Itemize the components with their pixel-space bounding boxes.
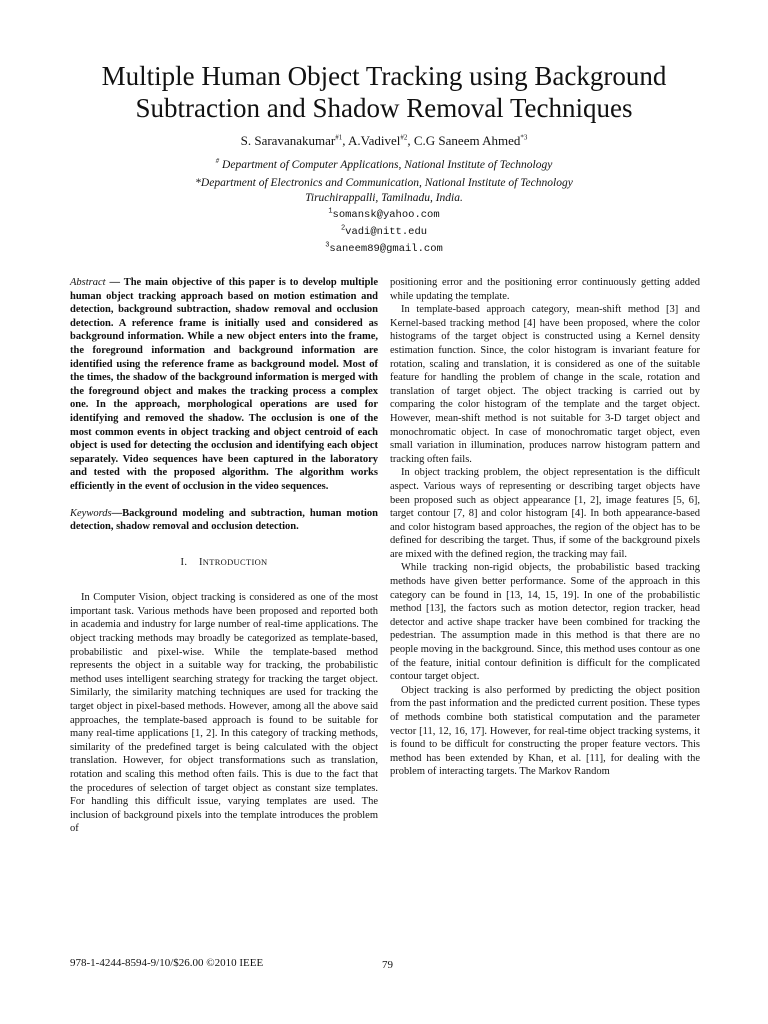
section-heading-introduction bbox=[70, 556, 378, 570]
author-1-name: S. Saravanakumar bbox=[240, 133, 336, 148]
email-1-address: somansk@yahoo.com bbox=[332, 209, 440, 221]
abstract-label: Abstract bbox=[70, 277, 106, 288]
title-line-2: Subtraction and Shadow Removal Techniques bbox=[135, 93, 633, 123]
email-2-address: vadi@nitt.edu bbox=[345, 226, 428, 238]
intro-paragraph-1: In Computer Vision, object tracking is considered as one of the most important task. Various methods have been proposed and reported both in academia and industry for large number of real-time applications. The object tracking methods may broadly be categorized as template-based, probabilistic and pixel-wise. While the template-based method represents the object in a suitable way for tracking, the probabilistic method uses intelligent searching strategy for tracking the target object. Similarly, the similarity matching techniques are used for tracking the target object in pixel-based methods. However, among all the above said approaches, the template-based approach is found to be suitable for many real-time applications [1, 2]. In this category of tracking methods, similarity of the predefined target is being calculated with the object translation. However, for object transformations such as translation, rotation and scaling this method often fails. This is due to the fact that the procedures of selection of target object as constant size templates. For handling this difficult issue, varying templates are used. The inclusion of background pixels into the template introduces the problem of bbox=[70, 592, 378, 835]
author-2-name: A.Vadivel bbox=[348, 133, 401, 148]
section-title-initial: I bbox=[198, 556, 203, 568]
right-column bbox=[390, 276, 700, 779]
right-paragraph-2: In object tracking problem, the object representation is the difficult aspect. Various ways of representing or describing target objects have been proposed such as object appearance [1, 2], image features [5, 6], target contour [7, 8] and color histogram [4]. In both appearance-based and color histogram based approaches, the region of the object has to be defined for describing the target. Thus, if some of the background pixels are mixed with the defined region, the tracking may fail. bbox=[390, 467, 700, 560]
email-3-address: saneem89@gmail.com bbox=[329, 243, 443, 255]
email-1 bbox=[30, 208, 738, 223]
abstract-paragraph bbox=[70, 276, 378, 494]
affiliation-1-text: Department of Computer Applications, National Institute of Technology bbox=[222, 159, 553, 171]
keywords-text: —Background modeling and subtraction, human motion detection, shadow removal and occlusion detection. bbox=[70, 507, 378, 533]
author-1-sup: #1 bbox=[335, 133, 343, 142]
email-3-sup: 3 bbox=[325, 241, 330, 250]
right-paragraph-1: In template-based approach category, mean-shift method [3] and Kernel-based tracking method [4] have been proposed, where the color histograms of the target object is constructed using a Kernel density estimation function. Since, the color histogram is invariant feature for rotation, scaling and translation, it is considered as one of the suitable feature for handling the problem of change in the scale, rotation and translation of target object. The object tracking is carried out by comparing the color histogram of the template and the target object. However, mean-shift method is not suitable for 3-D target object and monochromatic object. In case of monochromatic target object, even small variation in illumination, produces narrow histogram pattern and tracking often fails. bbox=[390, 304, 700, 465]
affiliation-1-sup: # bbox=[215, 157, 220, 166]
author-list bbox=[30, 132, 738, 149]
author-3-name: C.G Saneem Ahmed bbox=[413, 133, 521, 148]
keywords-label: Keywords bbox=[70, 507, 112, 519]
section-title-rest: NTRODUCTION bbox=[202, 556, 268, 567]
section-number: I. bbox=[180, 556, 188, 568]
page-number: 79 bbox=[382, 959, 393, 971]
left-column bbox=[70, 276, 378, 836]
email-2-sup: 2 bbox=[340, 224, 346, 233]
author-3-sup: *3 bbox=[520, 133, 528, 142]
affiliation-2: *Department of Electronics and Communication, National Institute of Technology bbox=[195, 177, 573, 189]
author-2-sup: #2 bbox=[400, 133, 408, 142]
email-1-sup: 1 bbox=[328, 207, 333, 216]
keywords-paragraph bbox=[70, 507, 378, 534]
right-paragraph-3: While tracking non-rigid objects, the probabilistic based tracking methods have given better performance. Some of the approach in this category can be found in [13, 14, 15, 19]. In one of the probabilistic method [13], the factors such as motion detector, region tracker, head detector and active shape tracker have been combined for tracking the pedestrian. The assumption made in this method is that there are no people moving in the background. Since, this method uses contour as one of the feature, initial contour definition is difficult for the complicated contour target object. bbox=[390, 562, 700, 683]
right-paragraph-4: Object tracking is also performed by predicting the object position from the past information and the predicted current position. These types of methods combine both statistical computation and the parameter vector [11, 12, 16, 17]. However, for real-time object tracking systems, it is found to be difficult for constructing the proper feature vectors. This method has been extended by Khan, et al. [11], for dealing with the problem of interacting targets. The Markov Random bbox=[390, 684, 700, 778]
title-line-1: Multiple Human Object Tracking using Background bbox=[101, 61, 667, 91]
affiliation-3: Tiruchirappalli, Tamilnadu, India. bbox=[305, 192, 463, 204]
affiliation-1 bbox=[30, 158, 738, 173]
author-sep-1: , bbox=[342, 133, 348, 148]
author-sep-2: , bbox=[407, 133, 414, 148]
footer-copyright: 978-1-4244-8594-9/10/$26.00 ©2010 IEEE bbox=[70, 957, 264, 969]
email-3 bbox=[30, 242, 738, 257]
abstract-text: — The main objective of this paper is to develop multiple human object tracking approach based on motion estimation and detection, background subtraction, shadow removal and occlusion detection. A reference frame is initially used and considered as background information. While a new object enters into the frame, the foreground information and background information are identified using the reference frame as background model. Most of the times, the shadow of the background information is merged with the foreground object and makes the tracking process a complex one. In the approach, morphological operations are used for identifying and removed the shadow. The occlusion is one of the most common events in object tracking and object centroid of each object is used for detecting the occlusion and identifying each object separately. Video sequences have been captured in the laboratory and tested with the proposed algorithm. The algorithm works efficiently in the event of occlusion in the video sequences. bbox=[70, 277, 378, 492]
paper-title bbox=[30, 60, 738, 124]
right-paragraph-0: positioning error and the positioning error continuously getting added while updating the template. bbox=[390, 277, 700, 302]
email-2 bbox=[30, 225, 738, 240]
